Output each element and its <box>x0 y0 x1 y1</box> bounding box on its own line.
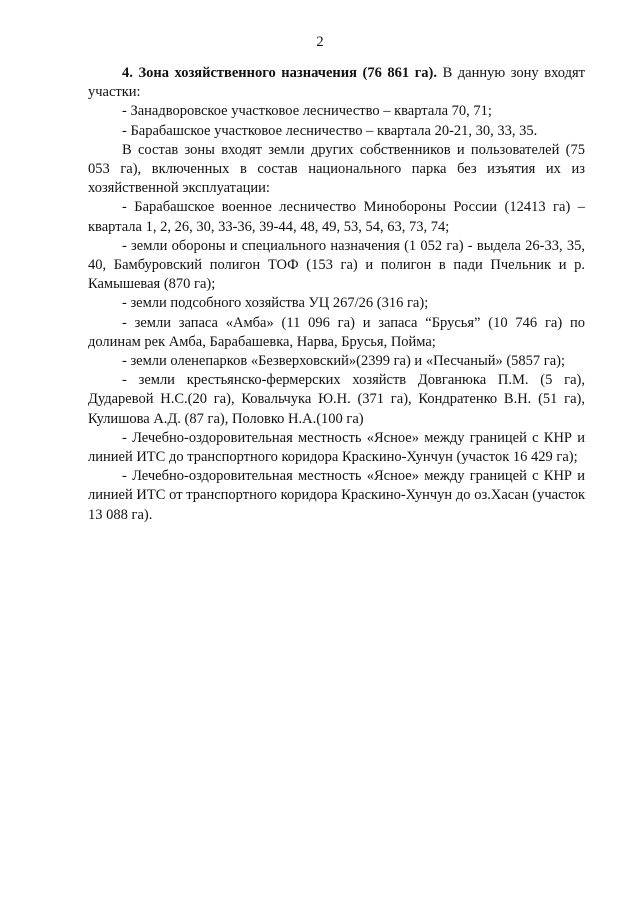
list-item: - Лечебно-оздоровительная местность «Ясное» между границей с КНР и линией ИТС от транспортного коридора Краскино-Хунчун до оз.Хасан (участок 13 088 га). <box>88 468 585 523</box>
owners-intro-paragraph: В состав зоны входят земли других собственников и пользователей (75 053 га), включенных в состав национального парка без изъятия их из хозяйственной эксплуатации: <box>88 141 585 197</box>
list-item: - земли обороны и специального назначения (1 052 га) - выдела 26-33, 35, 40, Бамбуровский полигон ТОФ (153 га) и полигон в пади Пчельник и р. Камышевая (870 га); <box>88 237 585 293</box>
list-item: - земли оленепарков «Безверховский»(2399 га) и «Песчаный» (5857 га); <box>122 353 566 370</box>
list-item: - Лечебно-оздоровительная местность «Ясное» между границей с КНР и линией ИТС до транспортного коридора Краскино-Хунчун (участок 16 429 га); <box>88 429 585 466</box>
list-item: - земли крестьянско-фермерских хозяйств Довганюка П.М. (5 га), Дударевой Н.С.(20 га), Ковальчука Ю.Н. (371 га), Кондратенко В.Н. (51 га), Кулишова А.Д. (87 га), Половко Н.А.(100 га) <box>88 372 585 427</box>
list-item: - земли запаса «Амба» (11 096 га) и запаса “Брусья” (10 746 га) по долинам рек Амба, Барабашевка, Нарва, Брусья, Пойма; <box>88 314 585 350</box>
list-item: - Занадворовское участковое лесничество – квартала 70, 71; <box>122 103 492 120</box>
section-intro: В данную зону входят участки: <box>88 65 586 101</box>
section-heading: 4. Зона хозяйственного назначения (76 861 га). <box>122 65 437 81</box>
list-item: - Барабашское участковое лесничество – квартала 20-21, 30, 33, 35. <box>122 122 538 139</box>
list-item: - земли подсобного хозяйства УЦ 267/26 (316 га); <box>122 295 429 312</box>
page-number: 2 <box>316 34 324 50</box>
document-body <box>88 64 585 525</box>
list-item: - Барабашское военное лесничество Минобороны России (12413 га) – квартала 1, 2, 26, 30, 33-36, 39-44, 48, 49, 53, 54, 63, 73, 74; <box>88 199 585 235</box>
section-heading-paragraph <box>88 64 585 102</box>
